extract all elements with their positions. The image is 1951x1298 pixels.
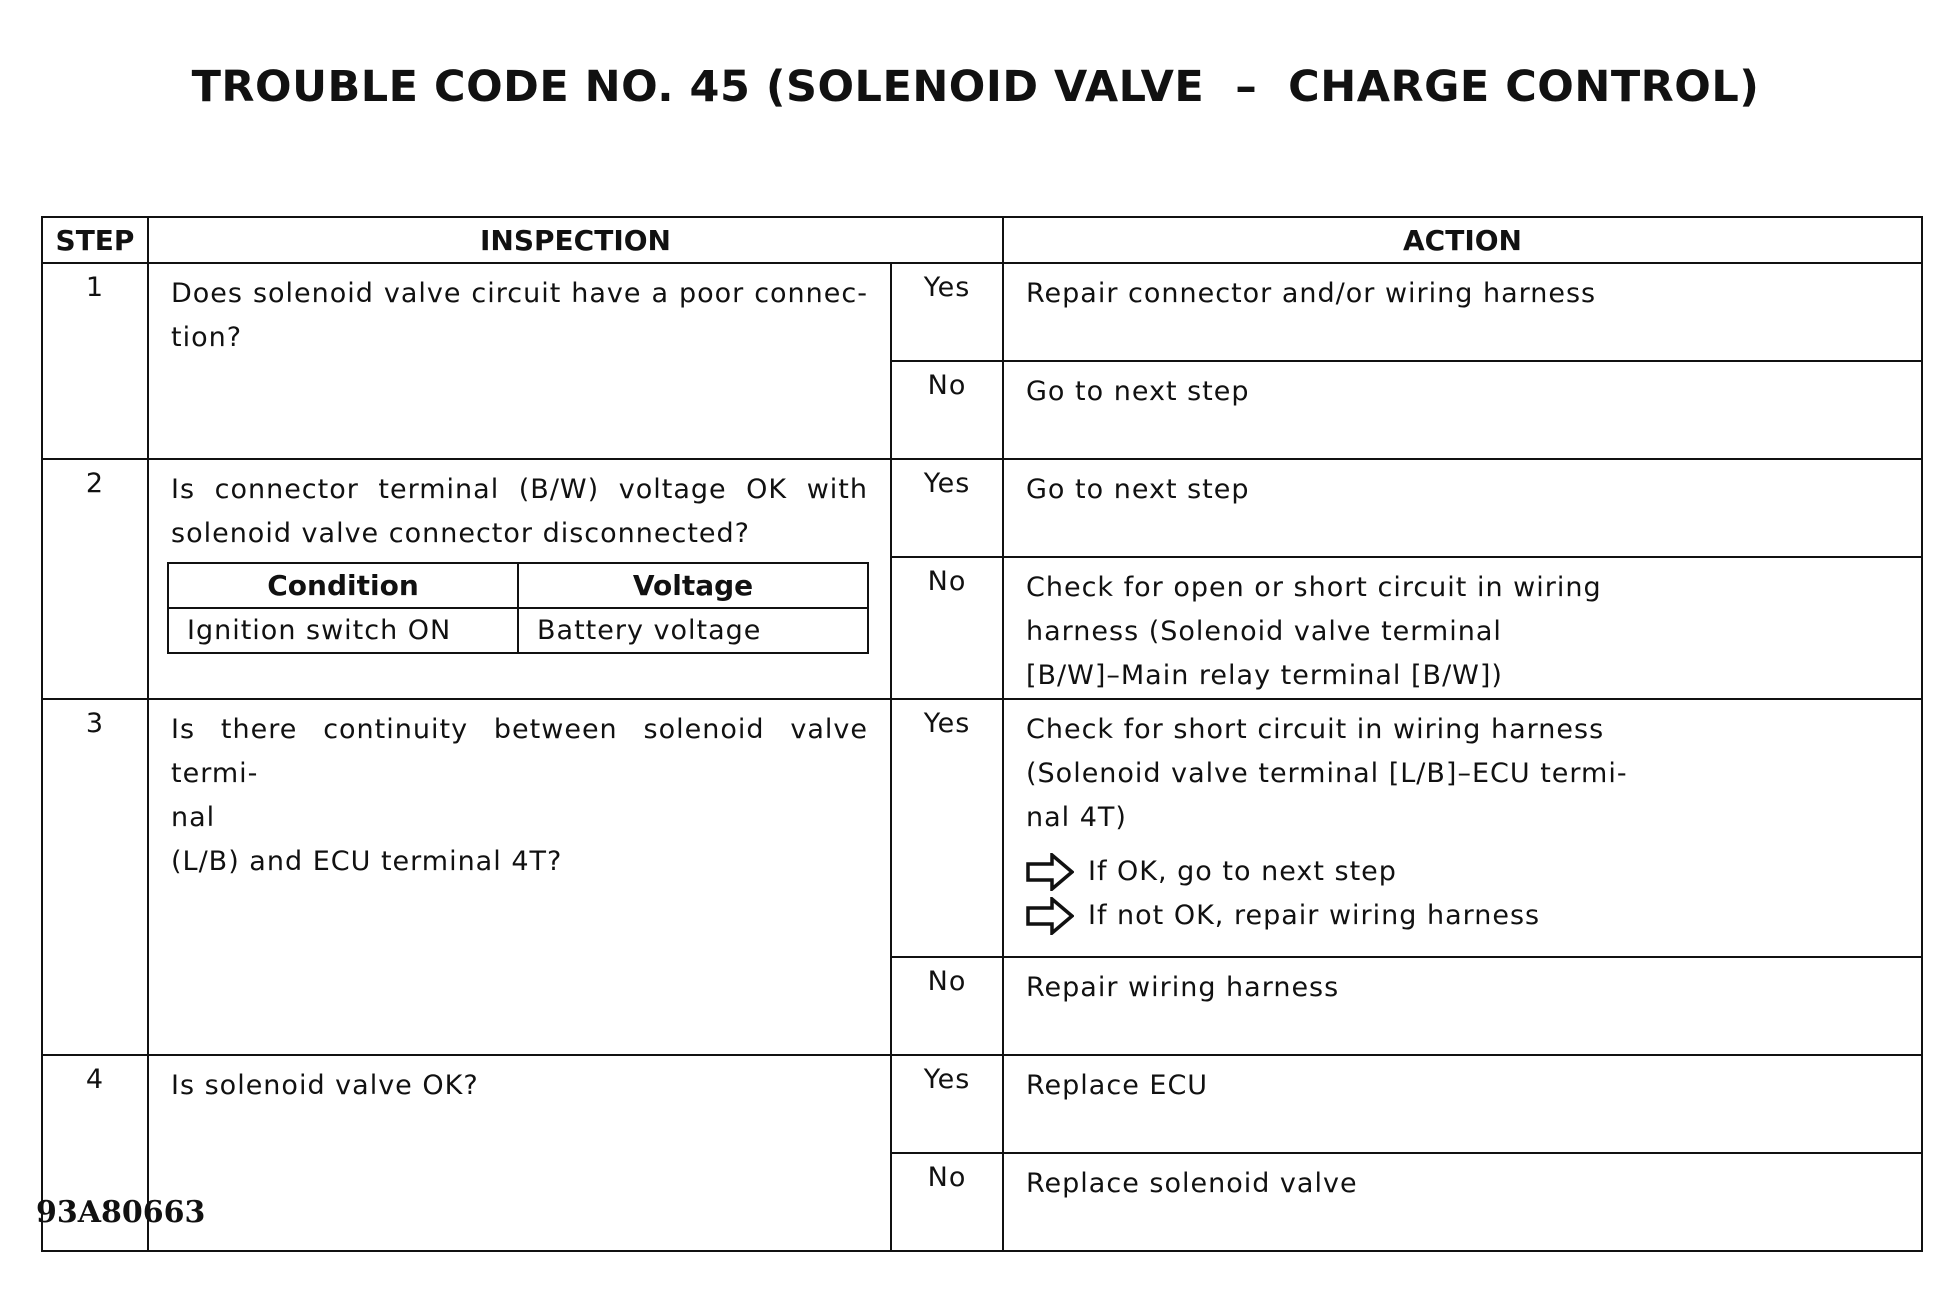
yes-action: Repair connector and/or wiring harness bbox=[1003, 263, 1922, 361]
step-number: 2 bbox=[42, 459, 148, 699]
header-action: ACTION bbox=[1003, 217, 1922, 263]
condition-voltage-table bbox=[167, 562, 869, 654]
yes-action: Go to next step bbox=[1003, 459, 1922, 557]
yes-label: Yes bbox=[891, 699, 1003, 957]
page-title: TROUBLE CODE NO. 45 (SOLENOID VALVE – CHARGE CONTROL) bbox=[191, 62, 1760, 112]
voltage-header: Voltage bbox=[518, 563, 868, 608]
no-label: No bbox=[891, 957, 1003, 1055]
figure-code: 93A80663 bbox=[36, 1195, 206, 1230]
no-action-line: harness (Solenoid valve terminal bbox=[1026, 616, 1502, 647]
condition-value: Ignition switch ON bbox=[168, 608, 518, 653]
yes-action bbox=[1003, 699, 1922, 957]
yes-label: Yes bbox=[891, 263, 1003, 361]
condition-header: Condition bbox=[168, 563, 518, 608]
no-action: Go to next step bbox=[1003, 361, 1922, 459]
right-arrow-outline-icon bbox=[1026, 853, 1074, 891]
table-row bbox=[42, 1055, 1922, 1153]
no-action-line: Check for open or short circuit in wiring bbox=[1026, 572, 1602, 603]
header-row bbox=[42, 217, 1922, 263]
yes-label: Yes bbox=[891, 1055, 1003, 1153]
if-not-ok-line bbox=[1026, 894, 1899, 938]
question-line: (L/B) and ECU terminal 4T? bbox=[171, 846, 563, 877]
no-action bbox=[1003, 557, 1922, 699]
no-label: No bbox=[891, 557, 1003, 699]
yes-label: Yes bbox=[891, 459, 1003, 557]
header-inspection: INSPECTION bbox=[148, 217, 1003, 263]
question-line: Does solenoid valve circuit have a poor connec- bbox=[171, 278, 868, 309]
question-line: nal bbox=[171, 802, 216, 833]
yes-action-line: Check for short circuit in wiring harness bbox=[1026, 714, 1605, 745]
inspection-cell bbox=[148, 699, 891, 1055]
inspection-cell bbox=[148, 263, 891, 459]
inspection-cell bbox=[148, 1055, 891, 1251]
no-action: Repair wiring harness bbox=[1003, 957, 1922, 1055]
if-not-ok-text: If not OK, repair wiring harness bbox=[1088, 900, 1541, 931]
no-action-line: [B/W]–Main relay terminal [B/W]) bbox=[1026, 660, 1503, 691]
step-number: 3 bbox=[42, 699, 148, 1055]
yes-action-line: (Solenoid valve terminal [L/B]–ECU termi- bbox=[1026, 758, 1628, 789]
no-label: No bbox=[891, 361, 1003, 459]
header-step: STEP bbox=[42, 217, 148, 263]
step-number: 1 bbox=[42, 263, 148, 459]
question-line: solenoid valve connector disconnected? bbox=[171, 518, 751, 549]
if-ok-text: If OK, go to next step bbox=[1088, 856, 1397, 887]
step-number: 4 bbox=[42, 1055, 148, 1251]
inspection-cell bbox=[148, 459, 891, 699]
if-ok-line bbox=[1026, 850, 1899, 894]
yes-action: Replace ECU bbox=[1003, 1055, 1922, 1153]
question-line: tion? bbox=[171, 322, 243, 353]
no-action: Replace solenoid valve bbox=[1003, 1153, 1922, 1251]
right-arrow-outline-icon bbox=[1026, 897, 1074, 935]
question-line: Is solenoid valve OK? bbox=[171, 1070, 479, 1101]
voltage-value: Battery voltage bbox=[518, 608, 868, 653]
question-line: Is there continuity between solenoid valve termi- bbox=[171, 714, 868, 789]
question-line: Is connector terminal (B/W) voltage OK with bbox=[171, 474, 868, 505]
table-row bbox=[42, 699, 1922, 957]
trouble-code-table bbox=[41, 216, 1923, 1252]
table-row bbox=[42, 263, 1922, 361]
yes-action-line: nal 4T) bbox=[1026, 802, 1127, 833]
no-label: No bbox=[891, 1153, 1003, 1251]
table-row bbox=[42, 459, 1922, 557]
